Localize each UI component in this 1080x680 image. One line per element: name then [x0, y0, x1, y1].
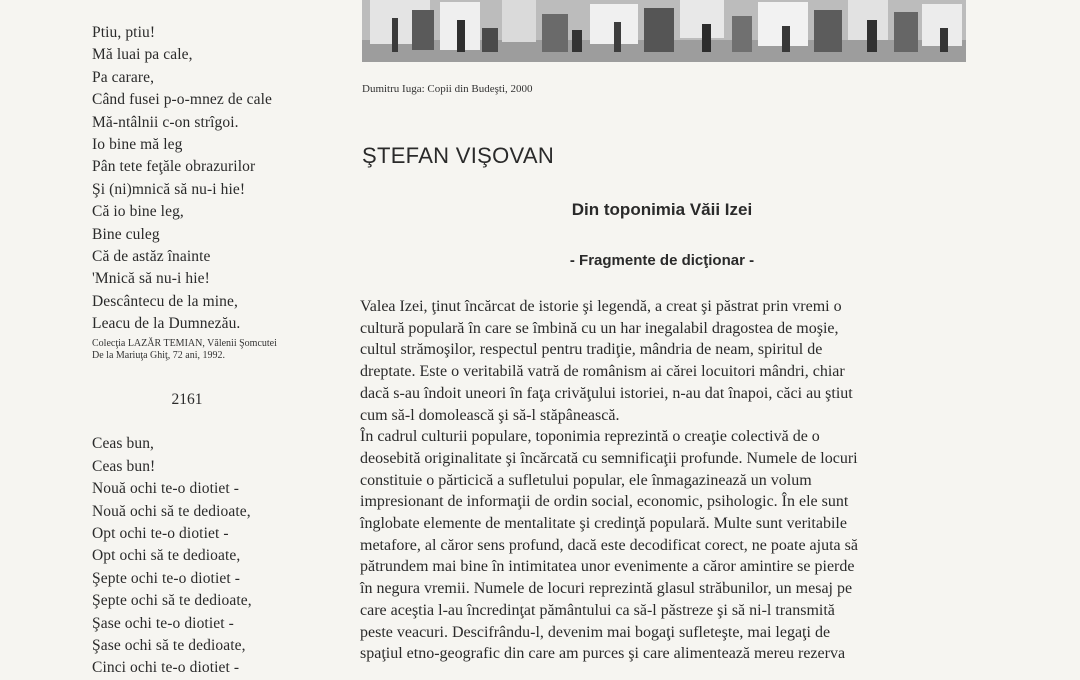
body-line: cum să-l domolească şi să-l stăpânească. — [360, 406, 620, 424]
body-line: pătrundem mai bine în intimitatea unor evenimente a căror amintire se pierde — [360, 558, 855, 576]
verse-line: Că de astăz înainte — [92, 248, 211, 266]
body-line: deosebită originalitate şi încărcată cu semnificaţii profunde. Numele de locuri — [360, 449, 858, 467]
left-column — [92, 22, 342, 680]
body-line: cultură populară în care se îmbină cu un har inegalabil dragostea de moşie, — [360, 319, 839, 337]
article-subtitle: - Fragmente de dicţionar - — [569, 252, 755, 269]
verse-line: Ceas bun, — [92, 435, 155, 453]
body-line: înglobate elemente de mentalitate şi credinţă populară. Multe sunt veritabile — [360, 515, 847, 533]
body-line: dreptate. Este o veritabilă vatră de românism ai cărei locuitori mândri, chiar — [360, 363, 845, 381]
verse-line: Şepte ochi te-o diotiet - — [92, 569, 240, 587]
poem-number: 2161 — [171, 390, 203, 408]
verse-line: Io bine mă leg — [92, 136, 183, 154]
photo-caption: Dumitru Iuga: Copii din Budeşti, 2000 — [362, 83, 533, 95]
verse-line: Pa carare, — [92, 68, 155, 86]
verse-line: Şepte ochi să te dedioate, — [92, 592, 252, 610]
verse-line: Mă luai pa cale, — [92, 46, 193, 64]
body-line: care aceştia l-au încredinţat pământului ca să-l păstreze şi să ni-l transmită — [360, 601, 835, 619]
verse-line: Pân tete feţăle obrazurilor — [92, 158, 256, 176]
body-line: dacă s-au îndoit uneori în faţa crivăţului istoriei, n-au dat înapoi, căci au ştiut — [360, 384, 853, 402]
verse-line: Bine culeg — [92, 225, 160, 243]
verse-line: Şase ochi te-o diotiet - — [92, 614, 234, 632]
body-line: impresionant de informaţii de ordin social, economic, psihologic. În ele sunt — [360, 493, 849, 511]
body-line: cultul strămoşilor, respectul pentru tradiţie, mândria de neam, spiritul de — [360, 341, 823, 359]
body-line: În cadrul culturii populare, toponimia reprezintă o creaţie colectivă de o — [360, 428, 820, 446]
verse-line: Ptiu, ptiu! — [92, 24, 156, 41]
article-body — [360, 296, 1000, 665]
verse-line: Când fusei p-o-mnez de cale — [92, 91, 273, 109]
verse-line: Şi (ni)mnică să nu-i hie! — [92, 180, 246, 198]
credit-line: Colecţia LAZĂR TEMIAN, Vălenii Şomcutei — [92, 337, 277, 349]
credit-line: De la Mariuţa Ghiţ, 72 ani, 1992. — [92, 350, 226, 362]
verse-line: Nouă ochi să te dedioate, — [92, 502, 251, 520]
body-line: metafore, al căror sens profund, dacă este decodificat corect, ne poate ajuta să — [360, 536, 858, 554]
verse-line: 'Mnică să nu-i hie! — [92, 270, 210, 288]
verse-line: Cinci ochi te-o diotiet - — [92, 659, 240, 677]
poem-1 — [92, 22, 342, 336]
poem-credit — [92, 338, 342, 363]
body-line: peste veacuri. Descifrându-l, devenim mai bogaţi sufleteşte, mai legaţi de — [360, 623, 831, 641]
verse-line: Ceas bun! — [92, 457, 156, 475]
verse-line: Şase ochi să te dedioate, — [92, 636, 246, 654]
article-author: ŞTEFAN VIŞOVAN — [362, 143, 555, 168]
verse-line: Descântecu de la mine, — [92, 292, 238, 310]
painting-figures — [362, 0, 966, 62]
verse-line: Opt ochi să te dedioate, — [92, 547, 241, 565]
verse-line: Nouă ochi te-o diotiet - — [92, 480, 240, 498]
body-line: constituie o părticică a sufletului popular, ele înmagazinează un volum — [360, 471, 812, 489]
verse-line: Mă-ntâlnii c-on strîgoi. — [92, 113, 239, 131]
verse-line: Că io bine leg, — [92, 203, 184, 221]
painting-image — [362, 0, 966, 62]
body-line: în negura vremii. Numele de locuri reprezintă glasul străbunilor, un mesaj pe — [360, 580, 853, 598]
article-title: Din toponimia Văii Izei — [571, 200, 753, 219]
verse-line: Leacu de la Dumnezău. — [92, 315, 241, 333]
verse-line: Opt ochi te-o diotiet - — [92, 524, 229, 542]
body-line: Valea Izei, ţinut încărcat de istorie şi legendă, a creat şi păstrat prin vremi o — [360, 298, 842, 315]
poem-2 — [92, 433, 342, 679]
body-line: spaţiul etno-geografic din care am purces şi care alimentează mereu rezerva — [360, 645, 846, 663]
